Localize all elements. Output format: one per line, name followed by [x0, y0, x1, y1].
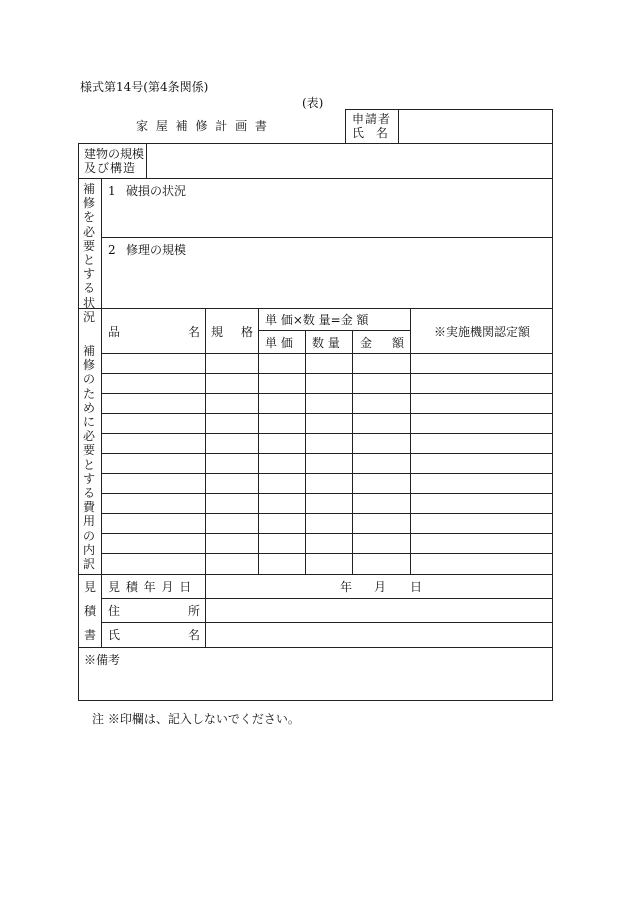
amount-header-a: 金 — [360, 336, 373, 350]
table-line — [78, 308, 553, 309]
estimate-char-2: 積 — [84, 604, 97, 618]
table-line — [101, 373, 553, 374]
item-name-header-b: 名 — [187, 325, 200, 339]
building-structure-label: 及び構造 — [84, 161, 137, 175]
building-scale-label: 建物の規模 — [84, 147, 145, 161]
footnote: 注 ※印欄は、記入しないでください。 — [92, 712, 300, 726]
date-year-label: 年 — [340, 580, 353, 594]
applicant-name-label: 氏 名 — [352, 126, 392, 140]
table-line — [345, 109, 346, 143]
table-line — [305, 330, 306, 574]
remarks-field[interactable] — [79, 667, 552, 700]
table-line — [101, 493, 553, 494]
estimate-date-label: 見 積 年 月 日 — [108, 580, 193, 594]
table-line — [101, 513, 553, 514]
amount-header — [360, 336, 404, 350]
address-field[interactable] — [206, 599, 552, 622]
table-line — [101, 433, 553, 434]
table-line — [101, 353, 553, 354]
applicant-name-field[interactable] — [399, 110, 552, 143]
applicant-label: 申請者 — [352, 112, 392, 126]
spec-header-b: 格 — [240, 325, 253, 339]
table-line — [101, 574, 102, 647]
table-line — [78, 143, 79, 700]
table-line — [205, 308, 206, 574]
address-label — [108, 604, 200, 618]
table-line — [258, 330, 410, 331]
item-name-header-a: 品 — [108, 325, 121, 339]
remarks-label: ※備考 — [84, 653, 121, 667]
repair-need-label: 補修を必要とする状況 — [82, 182, 95, 324]
building-field[interactable] — [147, 144, 552, 178]
cost-breakdown-label: 補修のために必要とする費用の内訳 — [82, 344, 95, 572]
address-label-a: 住 — [108, 604, 121, 618]
estimator-name-label-a: 氏 — [108, 628, 121, 642]
table-line — [410, 308, 411, 574]
address-label-b: 所 — [187, 604, 200, 618]
table-line — [101, 473, 553, 474]
damage-status-label: 破損の状況 — [126, 184, 187, 198]
estimator-name-field[interactable] — [206, 623, 552, 647]
estimate-char-3: 書 — [84, 628, 97, 642]
table-line — [101, 237, 553, 238]
table-line — [352, 330, 353, 574]
estimate-char-1: 見 — [84, 580, 97, 594]
table-line — [78, 647, 553, 648]
table-line — [101, 393, 553, 394]
repair-scale-label: 修理の規模 — [126, 243, 187, 257]
spec-header — [211, 325, 253, 339]
spec-header-a: 規 — [211, 325, 224, 339]
item-name-header — [108, 325, 200, 339]
damage-status-field[interactable] — [102, 198, 552, 236]
table-line — [258, 308, 259, 574]
table-line — [101, 453, 553, 454]
estimator-name-label-b: 名 — [187, 628, 200, 642]
repair-scale-field[interactable] — [102, 257, 552, 307]
table-line — [78, 574, 553, 575]
form-number: 様式第14号(第4条関係) — [80, 80, 209, 94]
estimator-name-label — [108, 628, 200, 642]
amount-header-b: 額 — [391, 336, 404, 350]
side-label: (表) — [302, 96, 324, 110]
table-line — [101, 553, 553, 554]
table-line — [78, 178, 553, 179]
date-day-label: 日 — [410, 580, 423, 594]
date-month-label: 月 — [374, 580, 387, 594]
document-title: 家 屋 補 修 計 画 書 — [136, 119, 269, 133]
quantity-header: 数 量 — [312, 336, 340, 350]
table-line — [101, 413, 553, 414]
table-line — [78, 700, 553, 701]
item1-number: 1 — [108, 184, 116, 198]
certified-amount-header: ※実施機関認定額 — [434, 325, 531, 339]
table-line — [101, 533, 553, 534]
item2-number: 2 — [108, 243, 116, 257]
calc-header: 単 価×数 量=金 額 — [265, 313, 369, 327]
unit-price-header: 単 価 — [265, 336, 293, 350]
table-line — [552, 109, 553, 700]
